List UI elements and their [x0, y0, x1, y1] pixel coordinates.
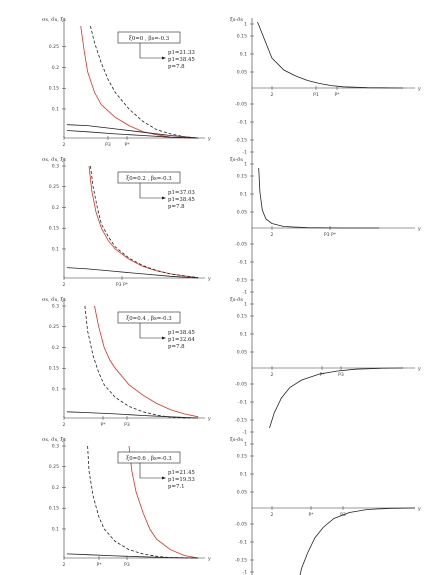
- y-tick-label: 0.1: [239, 192, 247, 198]
- legend-arrowhead: [162, 477, 166, 480]
- y-tick-label: -0.1: [238, 540, 247, 546]
- x-axis-label: y: [418, 86, 421, 92]
- y-tick-label: 0.1: [239, 472, 247, 478]
- x-tick-label: P3: [105, 143, 111, 148]
- legend-label: ξ0=0.2 , βs=-0.3: [126, 175, 172, 182]
- y-tick-label: 0.05: [236, 350, 247, 356]
- y-tick-label: 0.3: [51, 304, 59, 310]
- y-tick-label: 0.15: [48, 86, 59, 92]
- y-tick-label: -0.1: [238, 120, 247, 126]
- y-tick-label: 0.25: [48, 185, 59, 191]
- y-tick-label: 0.05: [236, 210, 247, 216]
- panel-row2-left: [42, 157, 211, 288]
- y-tick-label: 0.15: [48, 226, 59, 232]
- y-tick-label: -0.05: [235, 102, 247, 108]
- legend-arrow: [140, 183, 162, 198]
- panel-row3-right: [230, 297, 421, 438]
- y-tick-label: -0.05: [235, 242, 247, 248]
- x-tick-label: 2: [270, 513, 274, 518]
- x-tick-label: 2: [62, 143, 66, 148]
- annotation-text: p1=37.03: [168, 190, 195, 196]
- annotation-text: p=7.8: [168, 64, 185, 70]
- y-tick-label: 0.1: [51, 527, 59, 533]
- y-tick-label: 0.15: [236, 454, 247, 460]
- panel-row2-right: [230, 157, 421, 298]
- x-tick-label: 2: [62, 563, 66, 568]
- annotation-text: p1=32.64: [168, 337, 195, 343]
- x-axis-label: y: [418, 226, 421, 232]
- series-line-1: [298, 508, 415, 575]
- x-tick-label: P*: [319, 373, 325, 378]
- y-tick-label: 0.2: [51, 205, 59, 211]
- annotation-text: p=7.1: [168, 484, 185, 490]
- y-axis-label: σs, σ̃s, ξ̃s: [42, 157, 66, 163]
- y-tick-label: 0.1: [239, 332, 247, 338]
- y-tick-label: -0.1: [238, 260, 247, 266]
- x-tick-label: P*: [100, 423, 106, 428]
- legend-arrow: [140, 323, 162, 338]
- x-axis-label: y: [418, 366, 421, 372]
- x-tick-label: P*: [96, 563, 102, 568]
- y-tick-label: -1: [242, 570, 247, 575]
- panel-row4-right: [230, 437, 421, 575]
- y-tick-label: 0.15: [48, 366, 59, 372]
- x-tick-label: P3: [338, 373, 344, 378]
- x-tick-label: P3 P*: [115, 283, 129, 288]
- legend-label: ξ0=0.6 , βs=-0.3: [126, 455, 172, 462]
- y-tick-label: 0.15: [236, 314, 247, 320]
- y-tick-label: 0.1: [51, 387, 59, 393]
- x-axis-label: y: [208, 276, 211, 282]
- y-tick-label: -0.05: [235, 522, 247, 528]
- legend-label: ξ0=0.4 , βs=-0.3: [126, 315, 172, 322]
- x-tick-label: P3: [124, 423, 130, 428]
- x-tick-label: 2: [270, 373, 274, 378]
- y-tick-label: 0.25: [48, 465, 59, 471]
- annotation-text: p1=19.53: [168, 477, 195, 483]
- x-axis-label: y: [208, 556, 211, 562]
- y-axis-label: ξ̃s-σ̃s: [230, 157, 243, 163]
- y-tick-label: -0.15: [235, 278, 247, 284]
- series-line-3: [67, 412, 198, 418]
- y-axis-label: σs, σ̃s, ξ̃s: [42, 437, 66, 443]
- x-tick-label: 2: [270, 233, 274, 238]
- y-tick-label: 0.2: [51, 345, 59, 351]
- panel-row3-left: [42, 297, 211, 428]
- annotation-text: p1=21.45: [168, 470, 195, 476]
- x-axis-label: y: [418, 506, 421, 512]
- series-line-1: [270, 368, 404, 428]
- annotation-text: p1=21.33: [168, 50, 195, 56]
- y-tick-label: 0.1: [51, 247, 59, 253]
- series-line-3: [67, 268, 198, 278]
- panel-row1-left: [42, 17, 211, 148]
- y-tick-label: 0.1: [51, 107, 59, 113]
- y-tick-label: 0.2: [51, 65, 59, 71]
- legend-arrow: [140, 463, 162, 478]
- x-tick-label: P3: [124, 563, 130, 568]
- y-tick-label: 0.15: [236, 174, 247, 180]
- y-tick-label: 0.1: [239, 52, 247, 58]
- y-tick-label: 0.05: [236, 70, 247, 76]
- y-tick-label: 1: [244, 302, 247, 308]
- y-tick-label: -1: [242, 430, 247, 436]
- panel-row1-right: [230, 17, 421, 158]
- series-line-1: [259, 168, 380, 228]
- y-tick-label: -0.15: [235, 418, 247, 424]
- x-tick-label: P*: [334, 93, 340, 98]
- y-tick-label: 0.2: [51, 485, 59, 491]
- y-axis-label: σs, σ̃s, ξ̃s: [42, 17, 66, 23]
- y-tick-label: 0.3: [51, 444, 59, 450]
- y-tick-label: -0.15: [235, 138, 247, 144]
- x-tick-label: P*: [124, 143, 130, 148]
- x-tick-label: 2: [270, 93, 274, 98]
- annotation-text: p=7.8: [168, 344, 185, 350]
- legend-label: ξ0=0 , βs=-0.3: [128, 35, 170, 42]
- x-tick-label: P3 P*: [323, 233, 337, 238]
- x-axis-label: y: [208, 416, 211, 422]
- y-tick-label: 0.25: [48, 325, 59, 331]
- y-tick-label: -1: [242, 150, 247, 156]
- legend-arrowhead: [162, 57, 166, 60]
- y-tick-label: 1: [244, 22, 247, 28]
- annotation-text: p1=38.45: [168, 330, 195, 336]
- y-axis-label: ξ̃s-σ̃s: [230, 17, 243, 23]
- series-line-4: [67, 131, 198, 139]
- y-axis-label: σs, σ̃s, ξ̃s: [42, 297, 66, 303]
- series-line-1: [258, 22, 404, 88]
- y-tick-label: -0.05: [235, 382, 247, 388]
- x-tick-label: P1: [313, 93, 319, 98]
- y-tick-label: -0.1: [238, 400, 247, 406]
- x-axis-label: y: [208, 136, 211, 142]
- y-tick-label: 1: [244, 442, 247, 448]
- x-tick-label: P3: [340, 513, 346, 518]
- y-axis-label: ξ̃s-σ̃s: [230, 297, 243, 303]
- y-tick-label: -1: [242, 290, 247, 296]
- y-tick-label: 0.25: [48, 45, 59, 51]
- annotation-text: p1=38.45: [168, 197, 195, 203]
- panel-row4-left: [42, 437, 211, 568]
- y-tick-label: 0.15: [48, 506, 59, 512]
- series-line-3: [67, 554, 198, 558]
- y-tick-label: -0.15: [235, 558, 247, 564]
- x-tick-label: 2: [62, 423, 66, 428]
- legend-arrowhead: [162, 337, 166, 340]
- y-tick-label: 0.15: [236, 34, 247, 40]
- y-tick-label: 0.05: [236, 490, 247, 496]
- x-tick-label: 2: [62, 283, 66, 288]
- annotation-text: p1=38.45: [168, 57, 195, 63]
- y-axis-label: ξ̃s-σ̃s: [230, 437, 243, 443]
- annotation-text: p=7.8: [168, 204, 185, 210]
- y-tick-label: 1: [244, 162, 247, 168]
- y-tick-label: 0.3: [51, 164, 59, 170]
- legend-arrowhead: [162, 197, 166, 200]
- legend-arrow: [140, 43, 162, 58]
- x-tick-label: P*: [308, 513, 314, 518]
